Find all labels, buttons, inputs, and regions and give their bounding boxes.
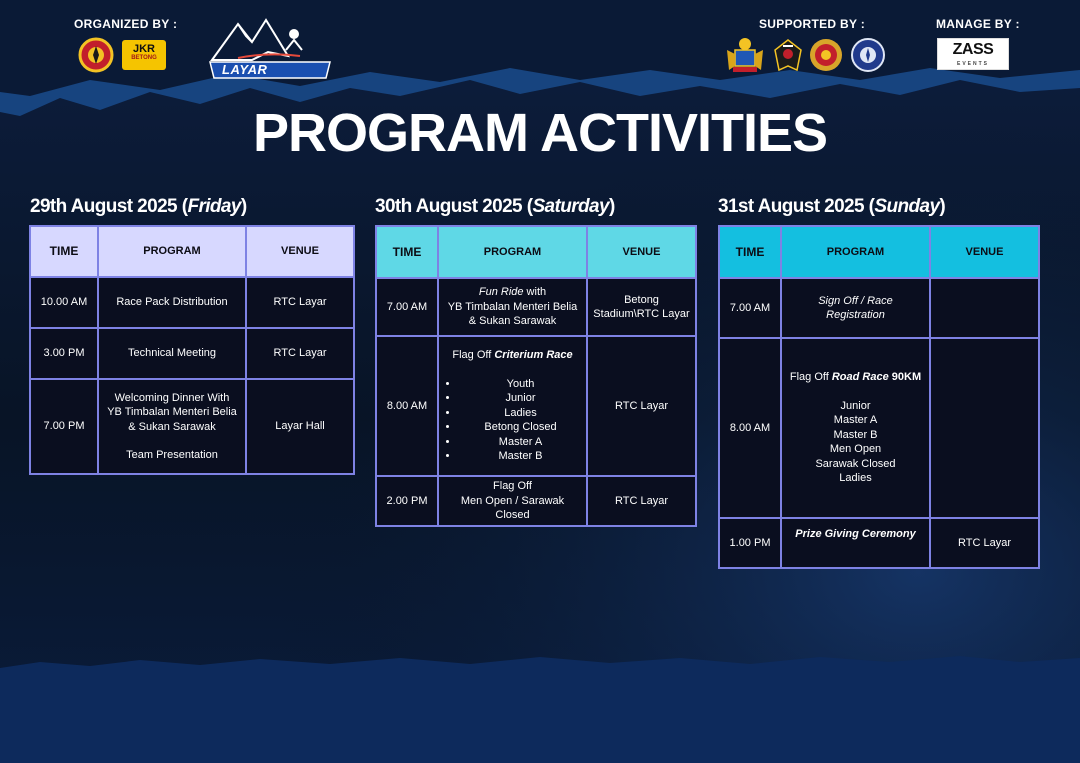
program-cell <box>781 338 930 518</box>
layar-logo-text: LAYAR <box>222 62 268 77</box>
table-row <box>376 336 696 476</box>
program-line: Closed <box>495 509 530 522</box>
program-cell: Race Pack Distribution <box>98 277 246 328</box>
program-extra: Team Presentation <box>126 449 218 461</box>
program-line: Registration <box>826 309 885 321</box>
time-cell: 8.00 AM <box>719 338 781 518</box>
program-line: YB Timbalan Menteri Belia <box>107 406 237 418</box>
program-suffix: 90KM <box>888 371 922 384</box>
program-cell <box>438 476 587 526</box>
day-3-date: 31st August 2025 ( <box>718 196 875 217</box>
venue-line: Betong <box>624 293 659 306</box>
category-list <box>443 377 582 464</box>
program-cell <box>781 278 930 338</box>
table-row <box>30 328 354 379</box>
bottom-band <box>0 656 1080 763</box>
table-row <box>719 338 1039 518</box>
zass-logo-sub: EVENTS <box>956 61 989 67</box>
ministry-seal-logo <box>808 36 844 74</box>
venue-cell: Layar Hall <box>246 379 354 474</box>
time-cell: 8.00 AM <box>376 336 438 476</box>
program-cell <box>438 336 587 476</box>
list-item: • Ladies <box>459 406 582 421</box>
list-item: Junior <box>840 399 871 412</box>
venue-cell <box>587 278 696 336</box>
program-cell: Technical Meeting <box>98 328 246 379</box>
zass-events-logo <box>937 38 1009 70</box>
time-cell: 10.00 AM <box>30 277 98 328</box>
supported-by-label: SUPPORTED BY : <box>759 17 865 31</box>
police-seal-logo <box>850 36 886 74</box>
column-header-time: TIME <box>376 226 438 278</box>
venue-cell <box>930 278 1039 338</box>
time-cell: 3.00 PM <box>30 328 98 379</box>
table-row <box>376 278 696 336</box>
program-cell <box>438 278 587 336</box>
day-2-heading <box>375 196 615 218</box>
program-line <box>443 348 582 363</box>
time-cell: 2.00 PM <box>376 476 438 526</box>
day-2-close-paren: ) <box>608 196 615 217</box>
program-cell <box>781 518 930 568</box>
table-row <box>719 518 1039 568</box>
column-header-venue: VENUE <box>930 226 1039 278</box>
column-header-venue: VENUE <box>587 226 696 278</box>
time-cell: 7.00 AM <box>376 278 438 336</box>
day-2-weekday: Saturday <box>532 196 609 217</box>
day-2-schedule-table <box>375 225 697 527</box>
program-cell <box>98 379 246 474</box>
column-header-time: TIME <box>719 226 781 278</box>
time-cell: 7.00 PM <box>30 379 98 474</box>
day-3-heading <box>718 196 945 218</box>
organized-by-label: ORGANIZED BY : <box>74 17 178 31</box>
program-strong: Road Race <box>831 371 889 384</box>
day-3-close-paren: ) <box>939 196 946 217</box>
list-item: Sarawak Closed <box>815 457 896 470</box>
day-1-schedule-table <box>29 225 355 475</box>
day-1-weekday: Friday <box>187 196 241 217</box>
list-item: • Youth <box>459 377 582 392</box>
program-emphasis: Fun Ride <box>478 286 524 299</box>
table-row <box>30 379 354 474</box>
column-header-program: PROGRAM <box>781 226 930 278</box>
day-2-date: 30th August 2025 ( <box>375 196 533 217</box>
venue-cell: RTC Layar <box>587 476 696 526</box>
column-header-venue: VENUE <box>246 226 354 277</box>
program-prefix: Flag Off <box>452 349 495 362</box>
program-strong: Prize Giving Ceremony <box>795 528 916 540</box>
program-line: Men Open / Sarawak <box>460 494 565 507</box>
column-header-time: TIME <box>30 226 98 277</box>
venue-cell: RTC Layar <box>246 277 354 328</box>
manage-by-label: MANAGE BY : <box>936 17 1020 31</box>
jkr-logo-text: JKR <box>132 43 155 55</box>
jkr-logo-sub: BETONG <box>131 55 157 61</box>
list-item: • Master A <box>459 435 582 450</box>
table-row <box>376 476 696 526</box>
venue-line: Stadium\RTC Layar <box>593 308 690 320</box>
program-line <box>786 370 925 385</box>
list-item: • Betong Closed <box>459 420 582 435</box>
malaysia-coat-of-arms-logo <box>723 36 767 74</box>
time-cell: 7.00 AM <box>719 278 781 338</box>
program-line: & Sukan Sarawak <box>468 315 557 328</box>
sarawak-coat-of-arms-logo <box>771 36 805 74</box>
venue-cell: RTC Layar <box>930 518 1039 568</box>
jkr-betong-logo <box>122 40 166 70</box>
day-3-weekday: Sunday <box>874 196 940 217</box>
table-header-row <box>376 226 696 278</box>
list-item: Men Open <box>829 443 882 456</box>
day-3-schedule-table <box>718 225 1040 569</box>
column-header-program: PROGRAM <box>98 226 246 277</box>
time-cell: 1.00 PM <box>719 518 781 568</box>
program-emphasis-rest: with <box>523 286 547 299</box>
venue-cell: RTC Layar <box>246 328 354 379</box>
table-row <box>30 277 354 328</box>
program-line: & Sukan Sarawak <box>128 420 216 433</box>
table-row <box>719 278 1039 338</box>
list-item: Master A <box>833 414 878 427</box>
program-line: YB Timbalan Menteri Belia <box>447 300 578 313</box>
category-list <box>786 399 925 486</box>
program-line: Flag Off <box>493 480 532 493</box>
venue-cell <box>930 338 1039 518</box>
list-item: Master B <box>833 428 878 441</box>
organizer-seal-logo <box>78 36 114 74</box>
page-title: PROGRAM ACTIVITIES <box>252 103 828 163</box>
table-header-row <box>719 226 1039 278</box>
list-item: • Master B <box>459 449 582 464</box>
table-header-row <box>30 226 354 277</box>
zass-logo-text: ZASS <box>952 41 994 58</box>
program-line: Welcoming Dinner With <box>114 391 230 404</box>
list-item: Ladies <box>839 472 872 485</box>
day-1-close-paren: ) <box>240 196 247 217</box>
program-strong: Criterium Race <box>494 349 573 362</box>
program-line <box>443 285 582 300</box>
day-1-date: 29th August 2025 ( <box>30 196 188 217</box>
day-1-heading <box>30 196 247 218</box>
list-item: • Junior <box>459 391 582 406</box>
column-header-program: PROGRAM <box>438 226 587 278</box>
venue-cell: RTC Layar <box>587 336 696 476</box>
program-line: Sign Off / Race <box>818 294 893 307</box>
program-prefix: Flag Off <box>789 371 832 384</box>
